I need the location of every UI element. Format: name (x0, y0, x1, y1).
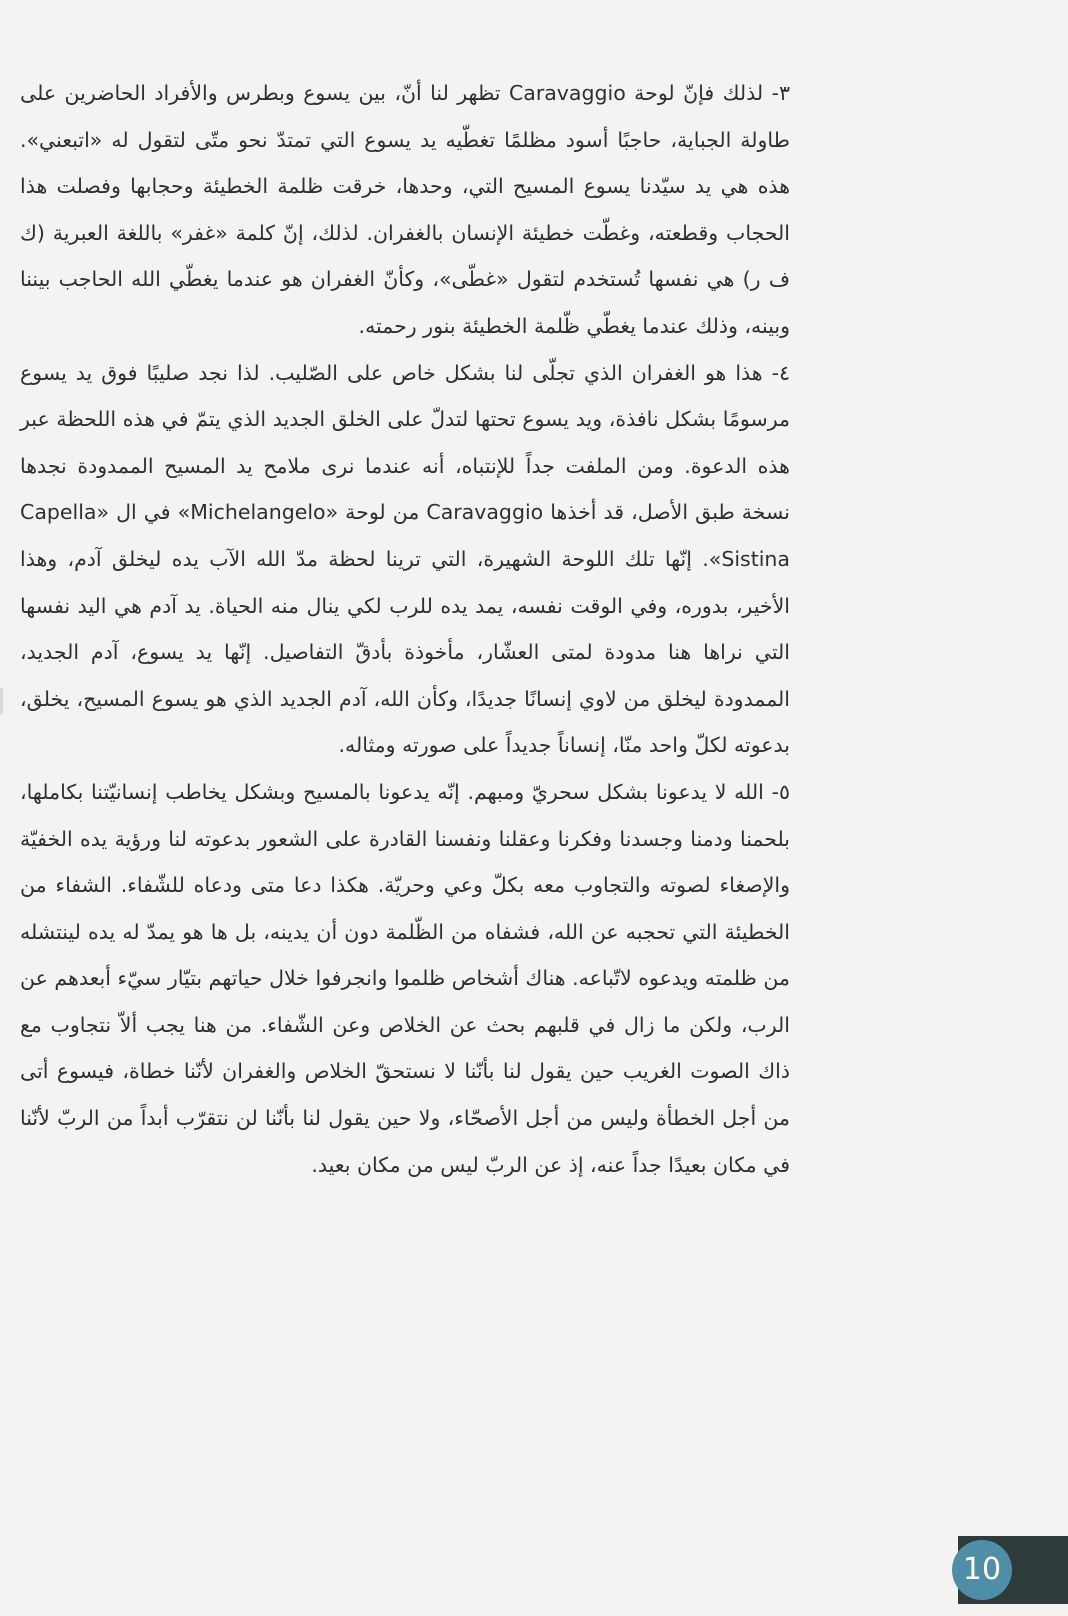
body-text (20, 70, 790, 1188)
paragraph-number: ٤- (771, 360, 790, 385)
paragraph-number: ٣- (771, 81, 790, 105)
paragraph-3 (20, 70, 790, 350)
paragraph-text: لذلك فإنّ لوحة Caravaggio تظهر لنا أنّ، بين يسوع وبطرس والأفراد الحاضرين على طاولة الجباية، حاجبًا أسود مظلمًا تغطّيه يد يسوع التي تمتدّ نحو متّى لتقول له «اتبعني». هذه هي يد سيّدنا يسوع المسيح التي، وحدها، خرقت ظلمة الخطيئة وحجابها وفصلت هذا الحجاب وقطعته، وغطّت خطيئة الإنسان بالغفران. لذلك، إنّ كلمة «غفر» باللغة العبرية (ك ف ر) هي نفسها تُستخدم لتقول «غطّى»، وكأنّ الغفران هو عندما يغطّي الله الحاجب بيننا وبينه، وذلك عندما يغطّي ظّلمة الخطيئة بنور رحمته. (20, 81, 790, 338)
page-number-badge: 10 (952, 1540, 1012, 1600)
paragraph-4 (20, 350, 790, 769)
paragraph-text: هذا هو الغفران الذي تجلّى لنا بشكل خاص على الصّليب. لذا نجد صليبًا فوق يد يسوع مرسومًا بشكل نافذة، ويد يسوع تحتها لتدلّ على الخلق الجديد الذي يتمّ في هذه اللحظة عبر هذه الدعوة. ومن الملفت جداً للإنتباه، أنه عندما نرى ملامح يد المسيح الممدودة نجدها نسخة طبق الأصل، قد أخذها Caravaggio من لوحة «Michelangelo» في ال «Capella Sistina». إنّها تلك اللوحة الشهيرة، التي ترينا لحظة مدّ الله الآب يده ليخلق آدم، وهذا الأخير، بدوره، وفي الوقت نفسه، يمد يده للرب لكي ينال منه الحياة. يد آدم هي اليد نفسها التي نراها هنا مدودة لمتى العشّار، مأخوذة بأدقّ التفاصيل. إنّها يد يسوع، آدم الجديد، الممدودة ليخلق من لاوي إنسانًا جديدًا، وكأن الله، آدم الجديد الذي هو يسوع المسيح، يخلق، بدعوته لكلّ واحد منّا، إنساناً جديداً على صورته ومثاله. (20, 360, 790, 758)
paragraph-text: الله لا يدعونا بشكل سحريّ ومبهم. إنّه يدعونا بالمسيح وبشكل يخاطب إنسانيّتنا بكاملها، بلحمنا ودمنا وجسدنا وفكرنا وعقلنا ونفسنا القادرة على الشعور بدعوته لنا ورؤية يده الخفيّة والإصغاء لصوته والتجاوب معه بكلّ وعي وحريّة. هكذا دعا متى ودعاه للشّفاء. الشفاء من الخطيئة التي تحجبه عن الله، فشفاه من الظّلمة دون أن يدينه، بل ها هو يمدّ له يده لينتشله من ظلمته ويدعوه لاتّباعه. هناك أشخاص ظلموا وانجرفوا خلال حياتهم بتيّار سيّء أبعدهم عن الرب، ولكن ما زال في قلبهم بحث عن الخلاص وعن الشّفاء. من هنا يجب ألاّ نتجاوب مع ذاك الصوت الغريب حين يقول لنا بأنّنا لا نستحقّ الخلاص والغفران لأنّنا خطاة، فيسوع أتى من أجل الخطأة وليس من أجل الأصحّاء، ولا حين يقول لنا بأنّنا لن نتقرّب أبداً من الربّ لأنّنا في مكان بعيدًا جداً عنه، إذ عن الربّ ليس من مكان بعيد. (20, 779, 790, 1177)
paragraph-5 (20, 769, 790, 1188)
page-edge-mark (0, 688, 3, 714)
paragraph-number: ٥- (771, 779, 790, 804)
